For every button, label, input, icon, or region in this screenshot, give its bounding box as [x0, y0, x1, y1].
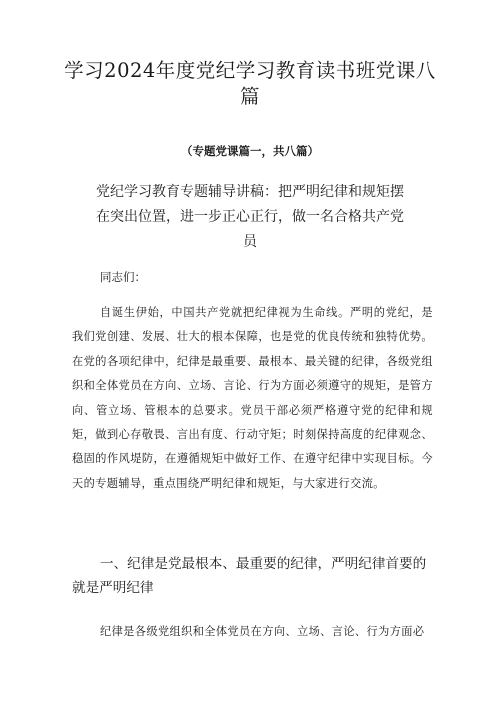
- lecture-title: 党纪学习教育专题辅导讲稿：把严明纪律和规矩摆在突出位置，进一步正心正行，做一名合格共产党员: [96, 184, 404, 250]
- body-paragraph-section-1: 纪律是各级党组织和全体党员在方向、立场、言论、行为方面必: [100, 625, 425, 638]
- greeting: 同志们：: [100, 270, 146, 284]
- document-subtitle: （专题党课篇一，共八篇）: [181, 144, 319, 158]
- document-title: 学习2024年度党纪学习教育读书班党课八篇: [64, 59, 436, 108]
- body-paragraph-intro: 自诞生伊始，中国共产党就把纪律视为生命线。严明的党纪，是我们党创建、发展、壮大的根本保障，也是党的优良传统和独特优势。在党的各项纪律中，纪律是最重要、最根本、最关键的纪律，各级党组织和全体党员在方向、立场、言论、行为方面必须遵守的规矩，是管方向、管立场、管根本的总要求。党员干部必须严格遵守党的纪律和规矩，做到心存敬畏、言出有度、行动守矩；时刻保持高度的纪律观念、稳固的作风堤防，在遵循规矩中做好工作、在遵守纪律中实现目标。今天的专题辅导，重点围绕严明纪律和规矩，与大家进行交流。: [72, 306, 433, 490]
- section-heading-1: 一、纪律是党最根本、最重要的纪律，严明纪律首要的就是严明纪律: [72, 556, 427, 596]
